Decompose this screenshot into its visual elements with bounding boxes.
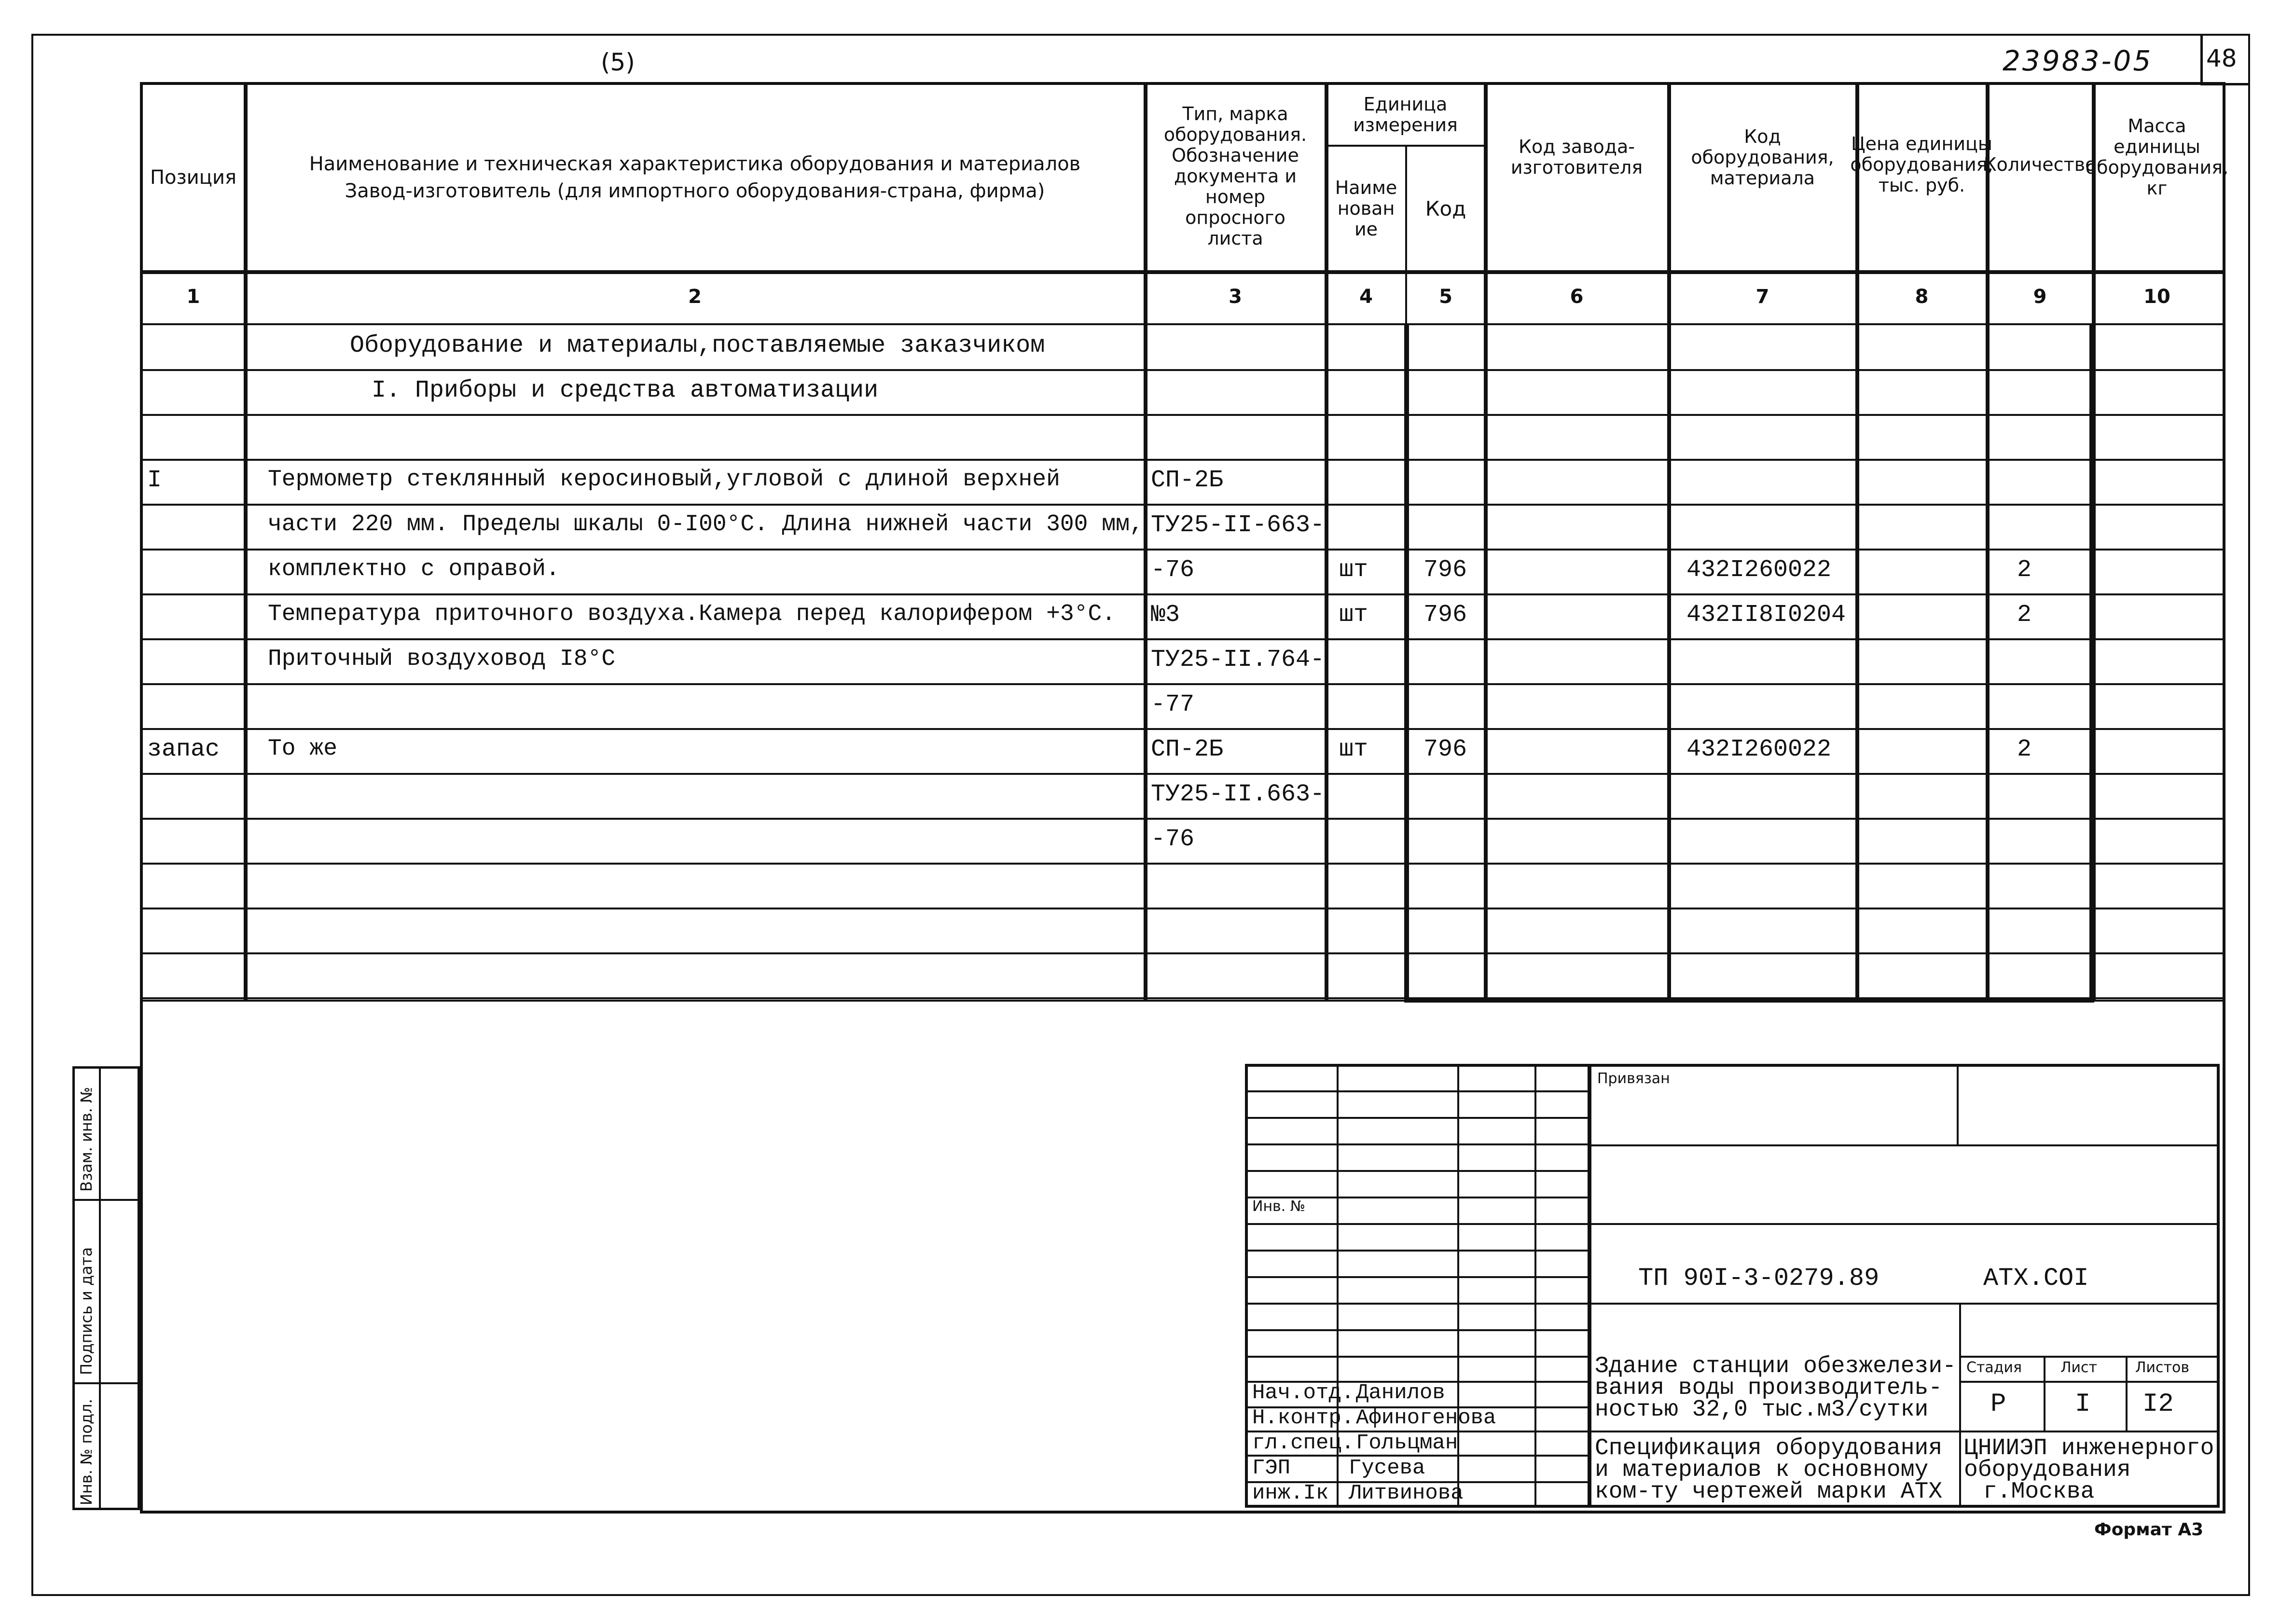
column-number: 6 (1570, 286, 1584, 308)
row-name: части 220 мм. Пределы шкалы 0-I00°С. Длина нижней части 300 мм, (268, 511, 1144, 537)
tb-row-line (1245, 1276, 1588, 1278)
row-line (140, 997, 2223, 999)
tb-v4 (1588, 1064, 1591, 1508)
row-name: То же (268, 736, 338, 762)
row-name: Оборудование и материалы,поставляемые заказчиком (350, 332, 1045, 359)
row-code: 796 (1423, 736, 1467, 763)
row-name: I. Приборы и средства автоматизации (372, 377, 879, 404)
tb-row-line (1245, 1250, 1588, 1252)
row-qty: 2 (2017, 736, 2032, 763)
header-qty: Количество (1983, 153, 2097, 175)
tb-stage-label: Стадия (1966, 1359, 2022, 1376)
tb-h-spec (1588, 1431, 2220, 1432)
column-number: 4 (1359, 286, 1373, 308)
side-podpis: Подпись и дата (77, 1247, 96, 1375)
signer-role: Нач.отд. (1252, 1381, 1354, 1405)
side-vzam: Взам. инв. № (77, 1087, 96, 1192)
row-type: -76 (1151, 556, 1195, 584)
tb-sheets-value: I2 (2142, 1390, 2174, 1419)
row-line (140, 638, 2223, 640)
format-label: Формат А3 (2094, 1520, 2204, 1540)
tb-spec-2: и материалов к основному (1595, 1457, 1929, 1483)
row-name: Термометр стеклянный керосиновый,угловой с длиной верхней (268, 467, 1060, 493)
signer-name: Гусева (1349, 1456, 1425, 1480)
tb-building-3: ностью 32,0 тыс.м3/сутки (1595, 1397, 1929, 1423)
tb-v8 (2126, 1356, 2128, 1431)
row-line (140, 728, 2223, 730)
side-stamp-line-1 (72, 1199, 140, 1201)
tb-row-line (1245, 1143, 1588, 1145)
row-equip: 432I260022 (1686, 736, 1832, 763)
row-type: ТУ25-II-663- (1151, 511, 1325, 539)
row-code: 796 (1423, 601, 1467, 629)
row-unit: шт (1339, 601, 1368, 629)
header-unit-name: Наименование (1335, 177, 1397, 240)
tb-h-doc-top (1588, 1223, 2220, 1225)
tb-row-line (1245, 1329, 1588, 1331)
row-line (140, 414, 2223, 416)
tb-row-line (1245, 1356, 1588, 1358)
row-unit: шт (1339, 556, 1368, 584)
row-name: Температура приточного воздуха.Камера перед калорифером +3°С. (268, 601, 1116, 627)
signer-role: инж.Iк (1252, 1481, 1329, 1505)
row-line (140, 369, 2223, 371)
row-line (140, 459, 2223, 461)
column-number: 1 (186, 286, 200, 308)
signer-name: Афиногенова (1356, 1406, 1496, 1430)
tb-v7 (2044, 1356, 2045, 1431)
tb-privyazan: Привязан (1597, 1070, 1670, 1087)
side-inv: Инв. № подл. (77, 1399, 96, 1505)
tb-v6 (1959, 1303, 1961, 1505)
column-number: 10 (2143, 286, 2170, 308)
row-type: ТУ25-II.663- (1151, 781, 1325, 808)
row-type: СП-2Б (1151, 467, 1224, 494)
column-number: 2 (688, 286, 702, 308)
tb-v5 (1957, 1064, 1959, 1146)
row-line (140, 683, 2223, 685)
row-type: СП-2Б (1151, 736, 1224, 763)
header-name-line1: Наименование и техническая характеристика оборудования и материалов (309, 153, 1081, 175)
header-unit-group: Единица измерения (1353, 94, 1458, 136)
bracket-right (2089, 324, 2094, 1000)
column-number: 7 (1755, 286, 1769, 308)
tb-org-1: ЦНИИЭП инженерного (1964, 1435, 2214, 1461)
row-equip: 432I260022 (1686, 556, 1832, 584)
tb-spec-3: ком-ту чертежей марки АТХ (1595, 1479, 1943, 1505)
side-stamp-line-2 (72, 1382, 140, 1384)
unit-group-line (1325, 145, 1484, 147)
signer-role: гл.спец. (1252, 1431, 1354, 1455)
row-line (140, 952, 2223, 954)
row-line (140, 908, 2223, 909)
tb-h-stage-value (1959, 1381, 2220, 1383)
tb-org-3: г.Москва (1983, 1479, 2095, 1505)
row-line (140, 593, 2223, 595)
section-label: (5) (601, 48, 635, 76)
signer-role: Н.контр. (1252, 1406, 1354, 1430)
row-name: комплектно с оправой. (268, 556, 560, 582)
row-type: ТУ25-II.764- (1151, 646, 1325, 674)
row-line (140, 549, 2223, 551)
tb-sheet-value: I (2075, 1390, 2091, 1419)
row-line (140, 504, 2223, 506)
row-qty: 2 (2017, 601, 2032, 629)
tb-h-stage (1959, 1356, 2220, 1358)
tb-doc-mark: АТХ.СОI (1983, 1264, 2089, 1293)
bracket-left (1404, 324, 1409, 1000)
handwritten-code: 23983-05 (2003, 44, 2153, 77)
column-number: 8 (1915, 286, 1929, 308)
colnum-bottom-line (140, 323, 2223, 325)
header-bottom-line (140, 270, 2223, 274)
column-number: 3 (1229, 286, 1242, 308)
row-unit: шт (1339, 736, 1368, 763)
tb-row-line (1245, 1303, 1588, 1305)
tb-row-line (1245, 1223, 1588, 1225)
header-factory-code: Код завода-изготовителя (1510, 136, 1643, 178)
header-name (246, 85, 1144, 270)
header-unit-code: Код (1425, 197, 1466, 220)
row-code: 796 (1423, 556, 1467, 584)
row-type: -76 (1151, 826, 1195, 853)
tb-v3 (1534, 1064, 1536, 1508)
header-equip-code: Код оборудования, материала (1691, 125, 1834, 189)
column-number: 9 (2033, 286, 2047, 308)
tb-stage-value: Р (1990, 1390, 2006, 1419)
row-pos: запас (147, 736, 220, 763)
tb-sheet-label: Лист (2060, 1359, 2098, 1376)
column-number: 5 (1439, 286, 1452, 308)
header-price: Цена единицы оборудования, тыс. руб. (1850, 133, 1993, 196)
tb-org-2: оборудования (1964, 1457, 2131, 1483)
tb-inv-label: Инв. № (1252, 1198, 1306, 1215)
row-line (140, 863, 2223, 865)
row-name: Приточный воздуховод I8°С (268, 646, 616, 672)
row-line (140, 773, 2223, 775)
header-position: Позиция (150, 166, 237, 189)
row-equip: 432II8I0204 (1686, 601, 1846, 629)
tb-row-line (1245, 1170, 1588, 1172)
tb-spec-1: Спецификация оборудования (1595, 1435, 1943, 1461)
signer-name: Данилов (1356, 1381, 1445, 1405)
table-end-line (140, 1000, 2223, 1002)
tb-doc-code: ТП 90I-3-0279.89 (1638, 1264, 1879, 1293)
page-number: 48 (2206, 44, 2237, 72)
row-type: -77 (1151, 691, 1195, 718)
tb-row-line (1245, 1090, 1588, 1092)
header-mass: Масса единицы оборудования, кг (2085, 115, 2229, 199)
tb-h-doc-bottom (1588, 1303, 2220, 1305)
tb-h-priv (1588, 1144, 2220, 1146)
signer-name: Гольцман (1356, 1431, 1458, 1455)
row-type: №3 (1151, 601, 1180, 629)
signer-name: Литвинова (1349, 1481, 1464, 1505)
signer-role: ГЭП (1252, 1456, 1291, 1480)
row-pos: I (147, 467, 162, 494)
header-name-line2: Завод-изготовитель (для импортного оборудования-страна, фирма) (345, 180, 1045, 202)
header-type: Тип, марка оборудования. Обозначение документа и номер опросного листа (1163, 103, 1307, 249)
tb-row-line (1245, 1117, 1588, 1119)
side-stamp-divider (99, 1066, 101, 1510)
tb-building-1: Здание станции обезжелези- (1595, 1353, 1956, 1379)
tb-building-2: вания воды производитель- (1595, 1375, 1943, 1401)
row-qty: 2 (2017, 556, 2032, 584)
tb-sheets-label: Листов (2135, 1359, 2190, 1376)
row-line (140, 818, 2223, 820)
